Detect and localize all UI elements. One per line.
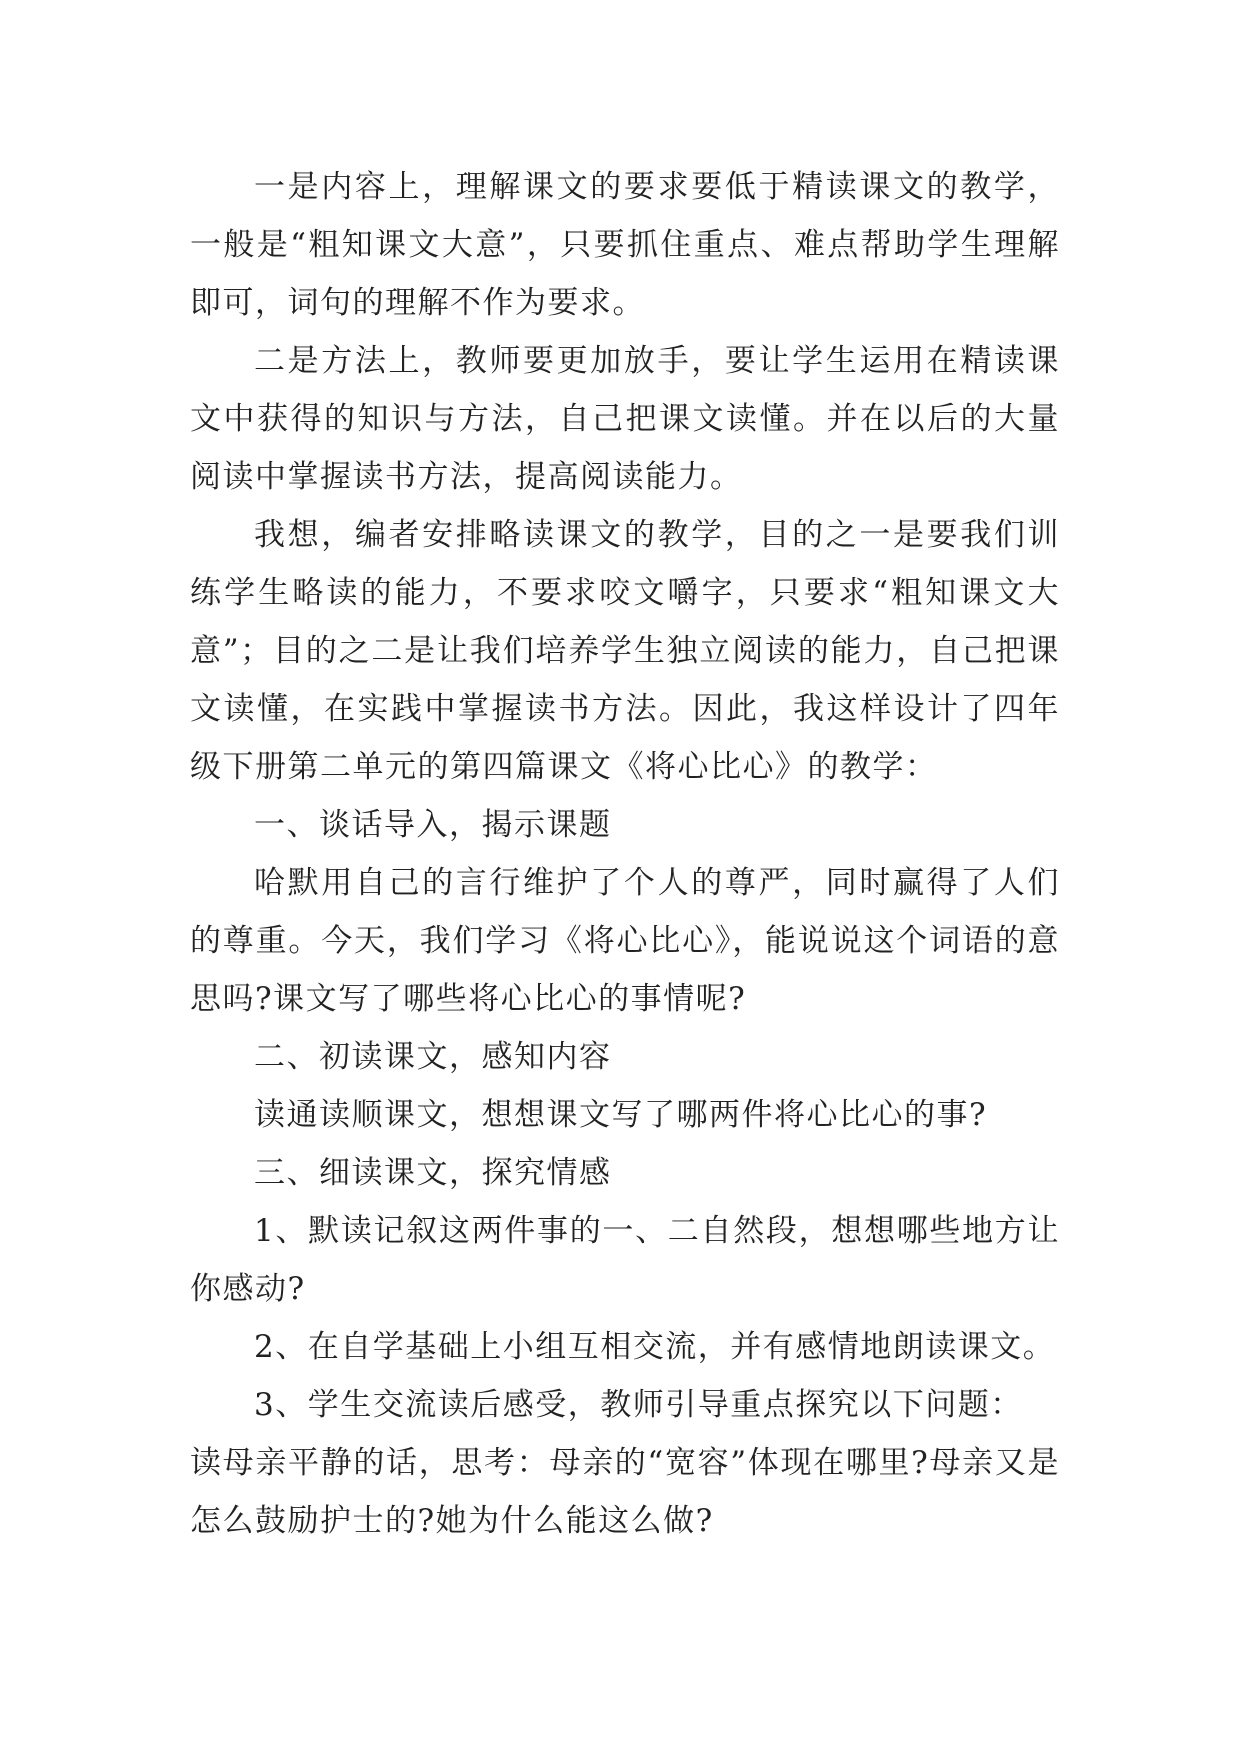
list-item-2: 2、在自学基础上小组互相交流，并有感情地朗读课文。 [254,1329,1056,1365]
paragraph-reading-content: 一是内容上，理解课文的要求要低于精读课文的教学，一般是“粗知课文大意”，只要抓住重点、难点帮助学生理解即可，词句的理解不作为要求。 [190,169,1060,321]
heading-step-two: 二、初读课文，感知内容 [254,1039,612,1075]
list-item-1: 1、默读记叙这两件事的一、二自然段，想想哪些地方让你感动? [190,1213,1060,1307]
heading-step-one: 一、谈话导入，揭示课题 [254,807,612,843]
heading-step-three: 三、细读课文，探究情感 [254,1155,612,1191]
paragraph-reading-method: 二是方法上，教师要更加放手，要让学生运用在精读课文中获得的知识与方法，自己把课文读懂。并在以后的大量阅读中掌握读书方法，提高阅读能力。 [190,343,1060,495]
document-body [190,158,1060,1550]
paragraph-step-two-body: 读通读顺课文，想想课文写了哪两件将心比心的事? [254,1097,988,1133]
paragraph-editor-intent: 我想，编者安排略读课文的教学，目的之一是要我们训练学生略读的能力，不要求咬文嚼字，只要求“粗知课文大意”；目的之二是让我们培养学生独立阅读的能力，自己把课文读懂，在实践中掌握读书方法。因此，我这样设计了四年级下册第二单元的第四篇课文《将心比心》的教学： [190,517,1060,785]
list-item-3: 3、学生交流读后感受，教师引导重点探究以下问题： [254,1387,1023,1423]
paragraph-question: 读母亲平静的话，思考：母亲的“宽容”体现在哪里?母亲又是怎么鼓励护士的?她为什么能这么做? [190,1445,1060,1539]
paragraph-step-one-body: 哈默用自己的言行维护了个人的尊严，同时赢得了人们的尊重。今天，我们学习《将心比心》，能说说这个词语的意思吗?课文写了哪些将心比心的事情呢? [190,865,1060,1017]
